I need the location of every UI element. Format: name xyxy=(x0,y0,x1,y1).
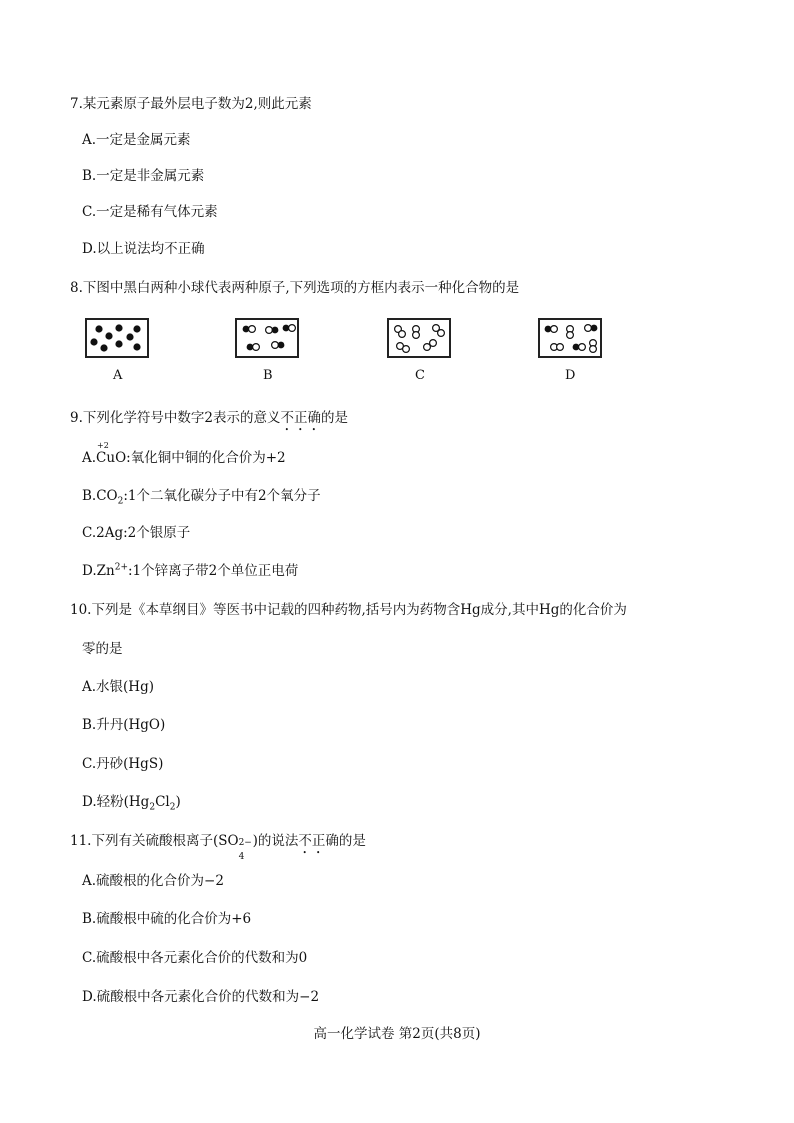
label-b: B xyxy=(263,368,273,383)
zn-formula: Zn xyxy=(96,563,115,579)
question-11-option-a: A.硫酸根的化合价为−2 xyxy=(82,873,224,889)
cuo-formula xyxy=(96,441,127,466)
question-9-option-d xyxy=(82,559,298,579)
question-9-stem xyxy=(70,406,348,434)
label-c: C xyxy=(415,368,425,383)
option-b-prefix: B. xyxy=(82,488,97,504)
question-7-option-b: B.一定是非金属元素 xyxy=(82,168,205,184)
co2-formula: CO xyxy=(96,488,118,504)
label-a: A xyxy=(113,368,123,383)
cu-valence: +2 xyxy=(97,441,109,450)
particle-diagram-c xyxy=(389,320,449,356)
page-footer: 高一化学试卷 第2页(共8页) xyxy=(313,1026,481,1042)
question-11-option-b: B.硫酸根中硫的化合价为+6 xyxy=(82,911,252,927)
option-d-prefix: D. xyxy=(82,563,97,579)
question-7-stem: 7.某元素原子最外层电子数为2,则此元素 xyxy=(70,96,312,112)
particle-box-a xyxy=(85,318,149,358)
question-9-stem-emphasis: 不正确 xyxy=(280,410,321,426)
question-8-stem: 8.下图中黑白两种小球代表两种原子,下列选项的方框内表示一种化合物的是 xyxy=(70,280,520,296)
question-9-stem-pre: 9.下列化学符号中数字2表示的意义 xyxy=(70,410,281,426)
cl-text: Cl xyxy=(155,794,170,810)
option-b-text: :1个二氧化碳分子中有2个氧分子 xyxy=(123,488,321,504)
question-7-option-c: C.一定是稀有气体元素 xyxy=(82,204,218,220)
particle-box-d xyxy=(538,318,602,358)
question-10-stem-line1: 10.下列是《本草纲目》等医书中记载的四种药物,括号内为药物含Hg成分,其中Hg的化合价为 xyxy=(70,602,627,618)
cl-subscript: 2 xyxy=(169,802,176,813)
hg-subscript: 2 xyxy=(149,802,156,813)
particle-box-c xyxy=(387,318,451,358)
question-9-option-c: C.2Ag:2个银原子 xyxy=(82,525,191,541)
particle-diagram-b xyxy=(237,320,297,356)
question-11-stem: 11.下列有关硫酸根离子(SO 2− 4 )的说法不正确的是 xyxy=(70,833,366,862)
particle-box-b xyxy=(235,318,299,358)
question-9-option-b xyxy=(82,484,321,507)
question-11-stem-emphasis: 不正 xyxy=(298,833,326,849)
question-11-stem-post: 确的是 xyxy=(325,833,366,849)
question-10-option-c: C.丹砂(HgS) xyxy=(82,756,164,772)
option-d-text: :1个锌离子带2个单位正电荷 xyxy=(128,563,299,579)
option-d-post: ) xyxy=(175,794,181,810)
cuo-text: CuO xyxy=(96,450,127,466)
option-a-prefix: A. xyxy=(82,450,97,466)
question-10-stem-line2: 零的是 xyxy=(82,641,123,657)
co2-subscript: 2 xyxy=(117,496,124,507)
particle-diagram-d xyxy=(540,320,600,356)
option-a-text: :氧化铜中铜的化合价为+2 xyxy=(126,450,286,466)
question-10-option-b: B.升丹(HgO) xyxy=(82,717,166,733)
question-10-option-a: A.水银(Hg) xyxy=(82,679,154,695)
question-9-stem-post: 的是 xyxy=(320,410,348,426)
option-d-pre: D.轻粉(Hg xyxy=(82,794,150,810)
question-9-option-a xyxy=(82,441,286,466)
question-11-stem-pre: 11.下列有关硫酸根离子(SO xyxy=(70,833,239,849)
label-d: D xyxy=(565,368,576,383)
particle-diagram-a xyxy=(87,320,147,356)
question-7-option-d: D.以上说法均不正确 xyxy=(82,241,205,257)
question-11-option-c: C.硫酸根中各元素化合价的代数和为0 xyxy=(82,950,308,966)
question-10-option-d xyxy=(82,790,181,813)
question-7-option-a: A.一定是金属元素 xyxy=(82,132,191,148)
question-11-option-d: D.硫酸根中各元素化合价的代数和为−2 xyxy=(82,989,320,1005)
question-11-stem-mid: )的说法 xyxy=(252,833,299,849)
zn-charge: 2+ xyxy=(114,562,128,573)
